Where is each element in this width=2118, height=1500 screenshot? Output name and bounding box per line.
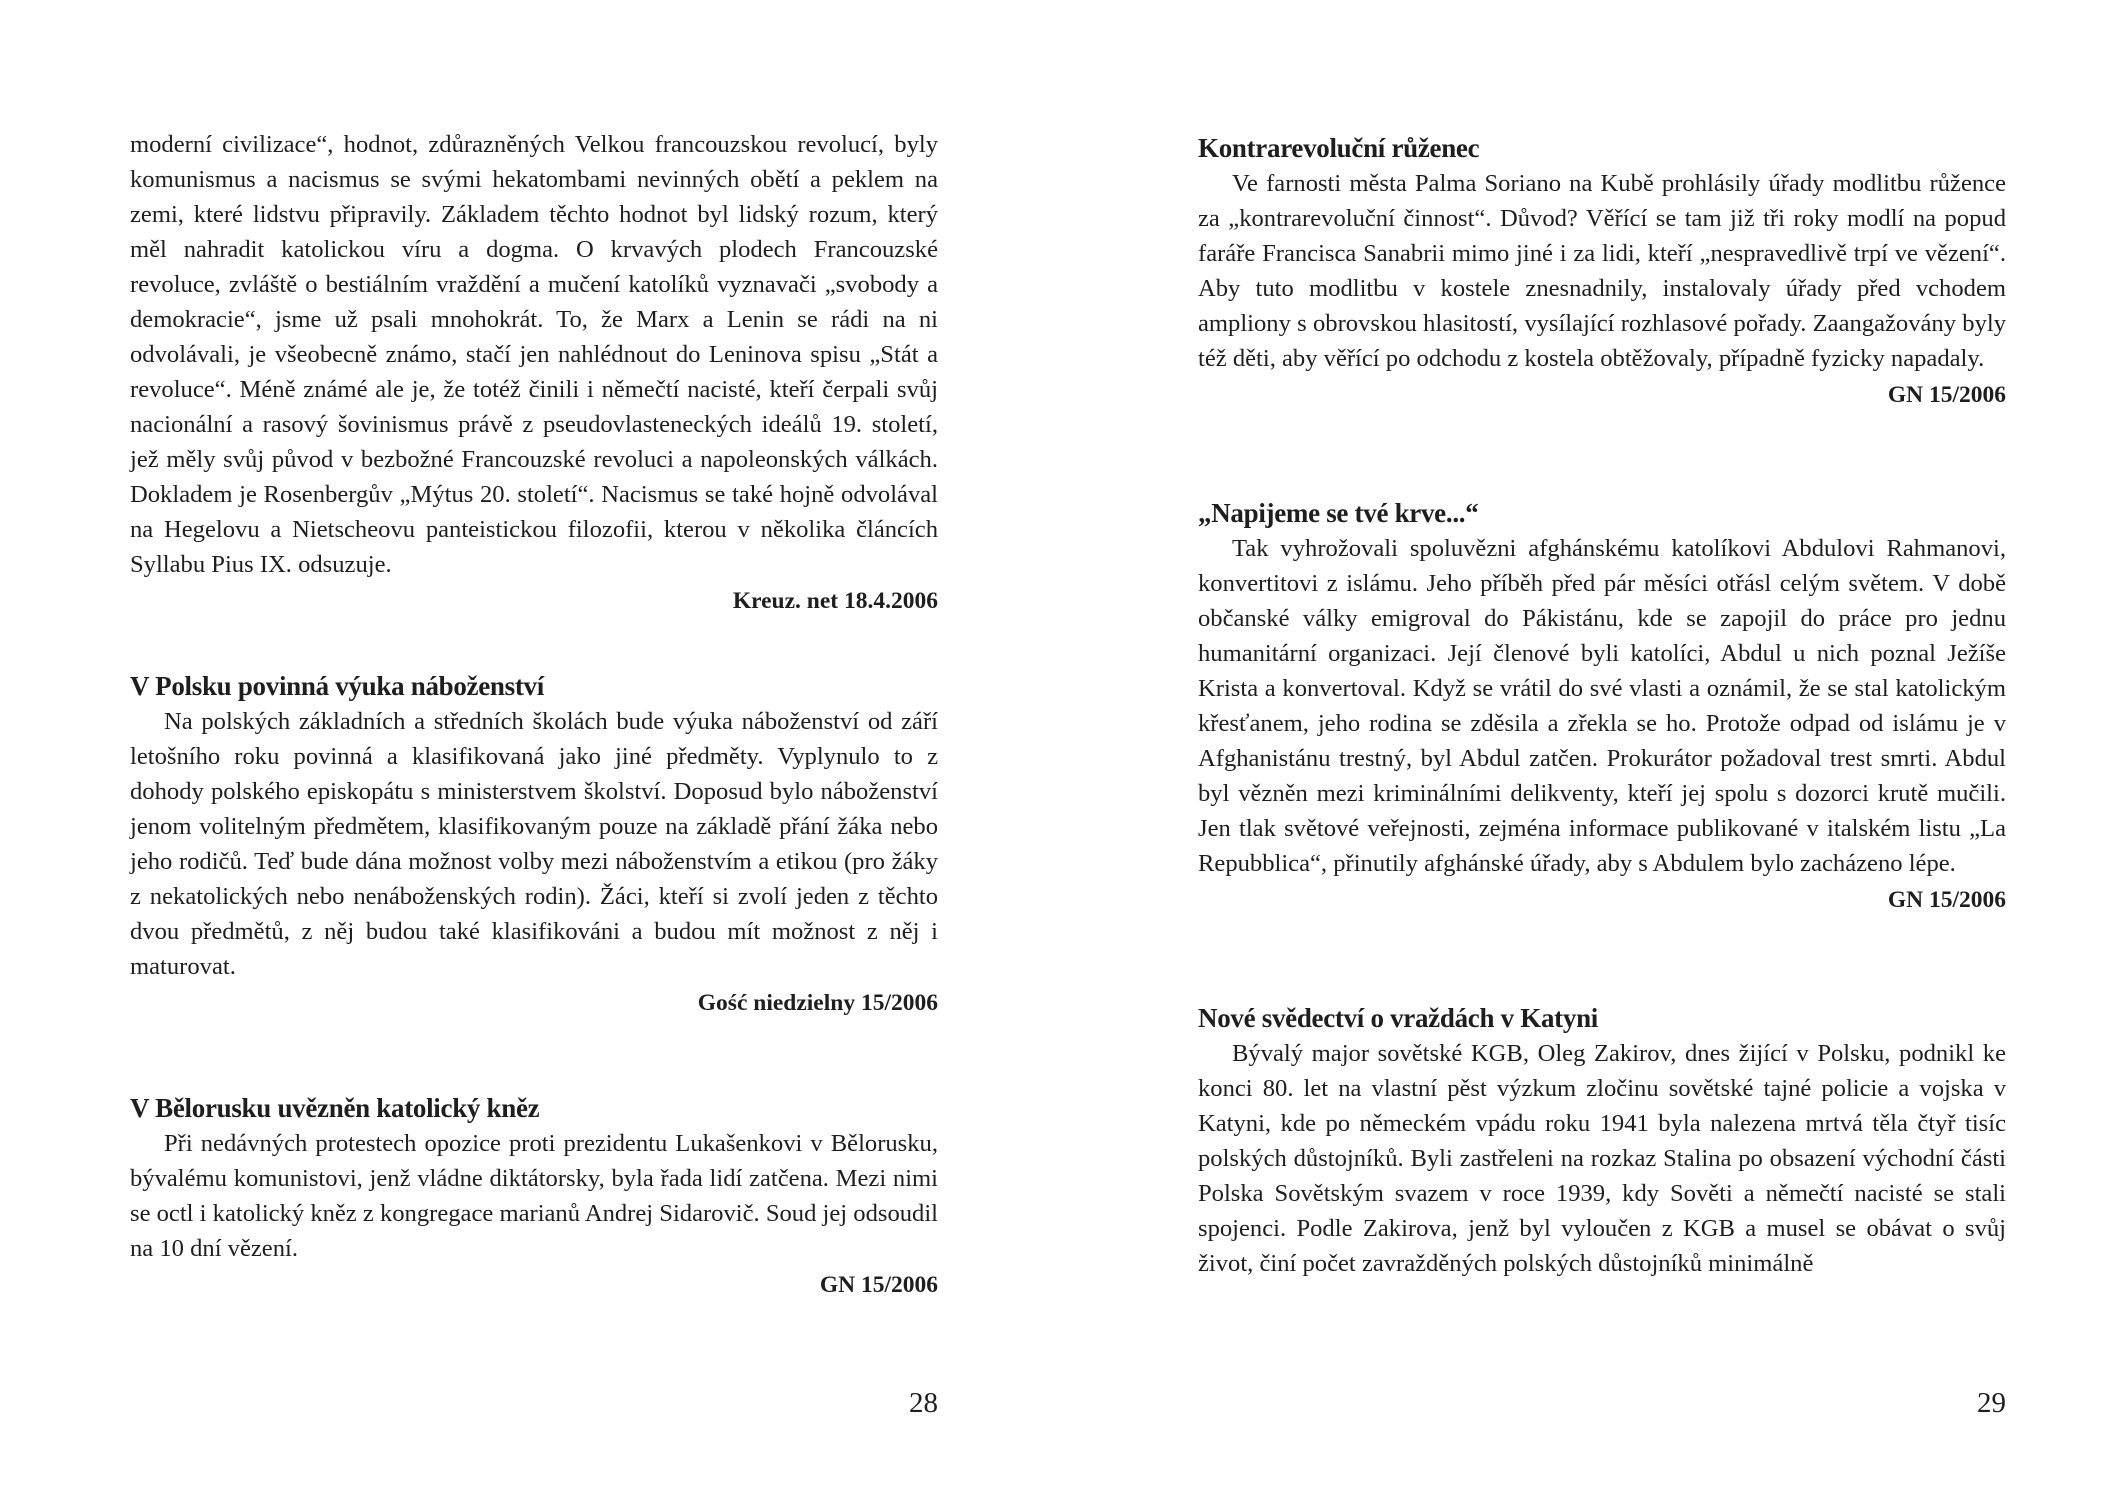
article-title: Kontrarevoluční růženec (1198, 133, 1480, 163)
article-polsko (130, 668, 938, 1020)
article-title: „Napijeme se tvé krve...“ (1198, 498, 1479, 528)
left-page-content (130, 127, 938, 1302)
article-title: V Polsku povinná výuka náboženství (130, 671, 544, 701)
article-body: Tak vyhrožovali spoluvězni afghánskému katolíkovi Abdulovi Rahmanovi, konvertitovi z islámu. Jeho příběh před pár měsíci otřásl celým světem. V době občanské války emigroval do Pákistánu, kde se zapojil do práce pro jednu humanitární organizaci. Její členové byli katolíci, Abdul u nich poznal Ježíše Krista a konvertoval. Když se vrátil do své vlasti a oznámil, že se stal katolickým křesťanem, jeho rodina se zděsila a zřekla se ho. Protože odpad od islámu je v Afghanistánu trestný, byl Abdul zatčen. Prokurátor požadoval trest smrti. Abdul byl vězněn mezi kriminálními delikventy, kteří jej spolu s dozorci krutě mučili. Jen tlak světové veřejnosti, zejména informace publikované v italském listu „La Repubblica“, přinutily afghánské úřady, aby s Abdulem bylo zacházeno lépe. (1198, 535, 2006, 877)
article-title: V Bělorusku uvězněn katolický kněz (130, 1093, 540, 1123)
article-body: Bývalý major sovětské KGB, Oleg Zakirov, dnes žijící v Polsku, podnikl ke konci 80. let na vlastní pěst výzkum zločinu sovětské tajné policie a vojska v Katyni, kde po německém vpádu roku 1941 byla nalezena mrtvá těla čtyř tisíc polských důstojníků. Byli zastřeleni na rozkaz Stalina po obsazení východní části Polska Sovětským svazem v roce 1939, kdy Sověti a němečtí nacisté se stali spojenci. Podle Zakirova, jenž byl vyloučen z KGB a musel se obávat o svůj život, činí počet zavražděných polských důstojníků minimálně (1198, 1040, 2006, 1277)
article-body: Na polských základních a středních školách bude výuka náboženství od září letošního roku povinná a klasifikovaná jako jiné předměty. Vyplynulo to z dohody polského episkopátu s ministerstvem školství. Doposud bylo náboženství jenom volitelným předmětem, klasifikovaným pouze na základě přání žáka nebo jeho rodičů. Teď bude dána možnost volby mezi náboženstvím a etikou (pro žáky z nekatolických nebo nenáboženských rodin). Žáci, kteří si zvolí jeden z těchto dvou předmětů, z něj budou také klasifikováni a budou mít možnost z něj i maturovat. (130, 708, 938, 980)
article-source-text: Gość niedzielny 15/2006 (697, 990, 938, 1016)
page-number-right: 29 (1977, 1387, 2006, 1419)
article-afghanistan (1198, 495, 2006, 917)
article-body: Ve farnosti města Palma Soriano na Kubě prohlásily úřady modlitbu růžence za „kontrarevoluční činnost“. Důvod? Věřící se tam již tři roky modlí na popud faráře Francisca Sanabrii mimo jiné i za lidi, kteří „nespravedlivě trpí ve vězení“. Aby tuto modlitbu v kostele znesnadnily, instalovaly úřady před vchodem ampliony s obrovskou hlasitostí, vysílající rozhlasové pořady. Zaangažovány byly též děti, aby věřící po odchodu z kostela obtěžovaly, případně fyzicky napadaly. (1198, 170, 2006, 372)
page-number-left: 28 (909, 1387, 938, 1419)
article-body: Při nedávných protestech opozice proti prezidentu Lukašenkovi v Bělorusku, bývalému komunistovi, jenž vládne diktátorsky, byla řada lidí zatčena. Mezi nimi se octl i katolický kněz z kongregace marianů Andrej Sidarovič. Soud jej odsoudil na 10 dní vězení. (130, 1130, 938, 1262)
left-page (130, 0, 938, 1500)
intro-source: Kreuz. net 18.4.2006 (732, 588, 938, 614)
article-source (130, 986, 938, 1020)
article-source: GN 15/2006 (1887, 887, 2006, 913)
article-source: GN 15/2006 (819, 1272, 938, 1298)
article-title: Nové svědectví o vraždách v Katyni (1198, 1003, 1598, 1033)
intro-paragraph: moderní civilizace“, hodnot, zdůrazněných Velkou francouzskou revolucí, byly komunismus a nacismus se svými hekatombami nevinných obětí a peklem na zemi, které lidstvu připravily. Základem těchto hodnot byl lidský rozum, který měl nahradit katolickou víru a dogma. O krvavých plodech Francouzské revoluce, zvláště o bestiálním vraždění a mučení katolíků vyznavači „svobody a demokracie“, jsme už psali mnohokrát. To, že Marx a Lenin se rádi na ni odvolávali, je všeobecně známo, stačí jen nahlédnout do Leninova spisu „Stát a revoluce“. Méně známé ale je, že totéž činili i němečtí nacisté, kteří čerpali svůj nacionální a rasový šovinismus právě z pseudovlasteneckých ideálů 19. století, jež měly svůj původ v bezbožné Francouzské revoluci a napoleonských válkách. Dokladem je Rosenbergův „Mýtus 20. století“. Nacismus se také hojně odvolával na Hegelovu a Nietscheovu panteistickou filozofii, kterou v několika článcích Syllabu Pius IX. odsuzuje. (130, 131, 938, 578)
right-page (1198, 0, 2006, 1500)
article-katyn (1198, 1000, 2006, 1281)
right-page-content (1198, 130, 2006, 1281)
article-source: GN 15/2006 (1887, 382, 2006, 408)
article-belorusko (130, 1090, 938, 1302)
article-kuba (1198, 130, 2006, 412)
